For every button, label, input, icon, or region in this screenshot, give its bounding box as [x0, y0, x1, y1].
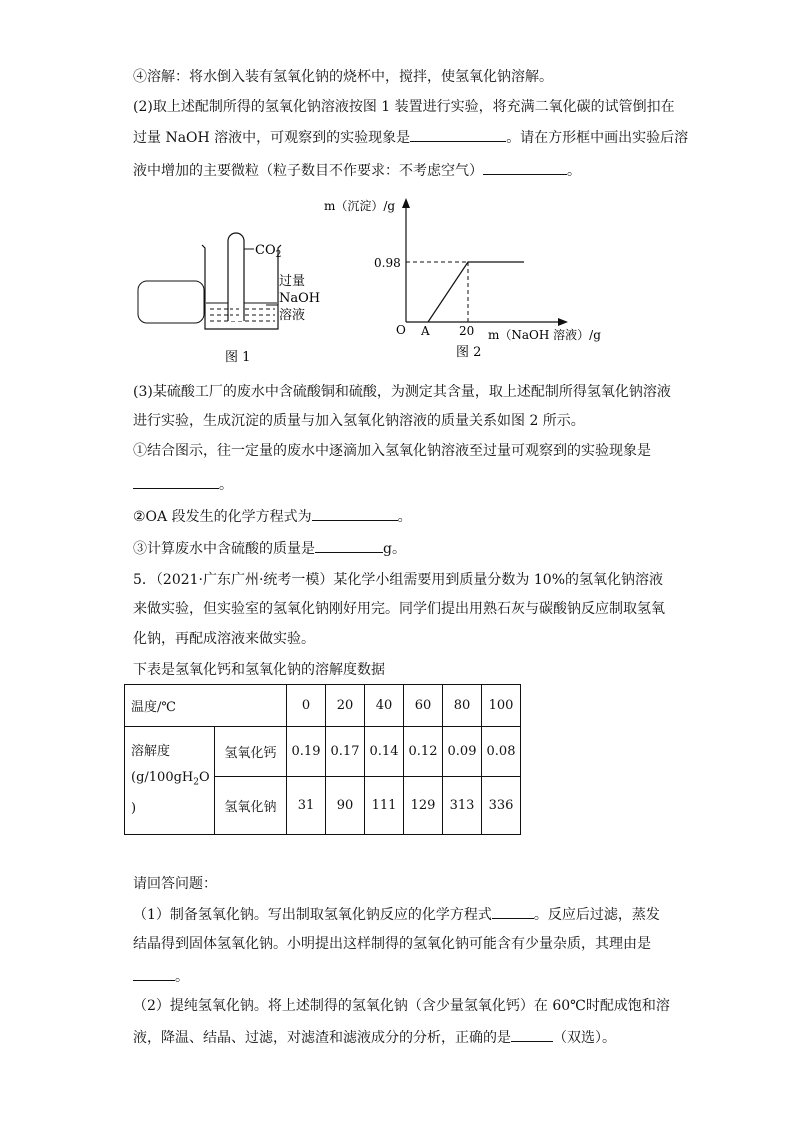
table-title: 下表是氢氧化钙和氢氧化钠的溶解度数据 [133, 662, 385, 678]
question-5-line3: 化钠，再配成溶液来做实验。 [133, 631, 315, 647]
series-line [428, 262, 524, 322]
value-cell: 0.14 [365, 727, 404, 777]
answer-1-line3 [133, 966, 189, 987]
label-solution: 溶液 [279, 308, 306, 323]
origin-label: O [396, 323, 406, 337]
answer-1-line1 [133, 904, 660, 925]
figure-1-caption: 图 1 [225, 350, 251, 365]
answer-blank [315, 538, 383, 553]
answer-2-line2-end: （双选）。 [553, 1030, 616, 1046]
y-axis-arrow [402, 198, 410, 208]
para-dissolve: ④溶解：将水倒入装有氢氧化钠的烧杯中，搅拌，使氢氧化钠溶解。 [133, 69, 553, 85]
table-row [125, 685, 521, 727]
value-cell: 0.09 [443, 727, 482, 777]
answer-1-line3-end: 。 [175, 969, 189, 985]
point-a-label: A [421, 324, 430, 338]
value-cell: 90 [326, 777, 365, 835]
y-tick-label: 0.98 [374, 256, 401, 270]
answer-blank [483, 160, 567, 175]
test-tube [228, 233, 244, 321]
question-5-line2: 来做实验，但实验室的氢氧化钠刚好用完。同学们提出用熟石灰与碳酸钠反应制取氢氧 [133, 601, 665, 617]
solubility-table [124, 684, 521, 835]
y-axis-label: m（沉淀）/g [324, 199, 396, 213]
value-cell: 31 [287, 777, 326, 835]
para-q2-line3-text: 液中增加的主要微粒（粒子数目不作要求：不考虑空气） [133, 163, 483, 179]
compound-name: 氢氧化钙 [215, 727, 287, 777]
para-q3-sub2-end: 。 [397, 509, 412, 525]
table-row [125, 727, 521, 777]
para-q2-line3-end: 。 [567, 163, 581, 179]
answer-box [138, 281, 204, 323]
x-tick-label: 20 [459, 324, 475, 338]
para-q2-line1: (2)取上述配制所得的氢氧化钠溶液按图 1 装置进行实验，将充满二氧化碳的试管倒扣在 [133, 99, 675, 115]
solubility-label: 溶解度 [131, 744, 171, 760]
compound-name: 氢氧化钠 [215, 777, 287, 835]
solubility-header [125, 727, 215, 835]
para-q3-sub1-answer [133, 474, 233, 495]
answer-blank [492, 904, 534, 919]
para-q3-sub1-end: 。 [219, 477, 233, 493]
para-q3-line2: 进行实验，生成沉淀的质量与加入氢氧化钠溶液的质量关系如图 2 所示。 [133, 413, 585, 429]
value-cell: 129 [404, 777, 443, 835]
answer-blank [133, 474, 219, 489]
para-q3-sub1: ①结合图示，往一定量的废水中逐滴加入氢氧化钠溶液至过量可观察到的实验现象是 [133, 443, 651, 459]
figure-2-graph [320, 192, 620, 367]
figure-1-apparatus [130, 225, 330, 370]
label-naoh: NaOH [279, 291, 321, 306]
answer-2-line1: （2）提纯氢氧化钠。将上述制得的氢氧化钠（含少量氢氧化钙）在 60℃时配成饱和溶 [133, 998, 670, 1014]
temp-cell: 20 [326, 685, 365, 727]
value-cell: 0.12 [404, 727, 443, 777]
temp-cell: 40 [365, 685, 404, 727]
value-cell: 0.08 [482, 727, 521, 777]
para-q3-sub2 [133, 506, 412, 527]
para-q2-line2 [133, 127, 688, 148]
value-cell: 0.19 [287, 727, 326, 777]
para-q2-line2-end: 。请在方形框中画出实验后溶 [506, 130, 689, 146]
value-cell: 111 [365, 777, 404, 835]
temp-cell: 0 [287, 685, 326, 727]
answer-blank [410, 127, 506, 142]
figure-2-caption: 图 2 [456, 345, 482, 360]
answer-1-line1-text: （1）制备氢氧化钠。写出制取氢氧化钠反应的化学方程式 [133, 907, 492, 923]
answer-1-line1-end: 。反应后过滤，蒸发 [533, 907, 660, 923]
temp-header: 温度/℃ [125, 685, 287, 727]
value-cell: 336 [482, 777, 521, 835]
question-5-line1: 5．（2021·广东广州·统考一模）某化学小组需要用到质量分数为 10%的氢氧化钠溶液 [133, 572, 664, 588]
solubility-unit: ($g/100gH_2O$ [131, 770, 210, 788]
temp-cell: 60 [404, 685, 443, 727]
co2-label: $CO_2$ [255, 243, 282, 260]
temp-cell: 100 [482, 685, 521, 727]
answer-1-line2: 结晶得到固体氢氧化钠。小明提出这样制得的氢氧化钠可能含有少量杂质，其理由是 [133, 936, 651, 952]
label-excess: 过量 [279, 274, 306, 289]
x-axis-label: m（NaOH 溶液）/g [488, 328, 601, 342]
answer-blank [133, 966, 175, 981]
x-axis-arrow [558, 318, 568, 326]
temp-cell: 80 [443, 685, 482, 727]
answer-2-line2 [133, 1027, 616, 1048]
para-q3-sub3 [133, 538, 406, 559]
para-q2-line2-text: 过量 NaOH 溶液中，可观察到的实验现象是 [133, 130, 411, 146]
answer-blank [312, 506, 398, 521]
para-q3-sub3-text: ③计算废水中含硫酸的质量是 [133, 541, 315, 557]
prompt-answer: 请回答问题： [133, 876, 217, 892]
value-cell: 0.17 [326, 727, 365, 777]
answer-blank [511, 1027, 553, 1042]
value-cell: 313 [443, 777, 482, 835]
para-q2-line3 [133, 160, 581, 181]
answer-2-line2-text: 液，降温、结晶、过滤，对滤渣和滤液成分的分析，正确的是 [133, 1030, 511, 1046]
para-q3-sub2-text: ②OA 段发生的化学方程式为 [133, 509, 312, 525]
para-q3-line1: (3)某硫酸工厂的废水中含硫酸铜和硫酸，为测定其含量，取上述配制所得氢氧化钠溶液 [133, 384, 671, 400]
solubility-unit-close: ) [131, 800, 137, 816]
para-q3-sub3-end: g。 [383, 541, 406, 557]
